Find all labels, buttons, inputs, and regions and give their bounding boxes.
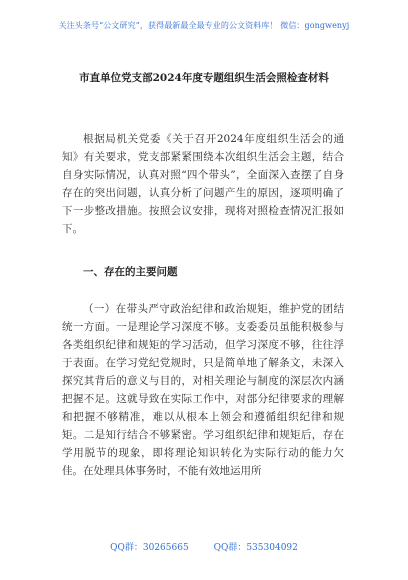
body-paragraph: （一）在带头严守政治纪律和政治规矩，维护党的团结统一方面。一是理论学习深度不够。支委委员虽能积极参与各类组织纪律和规矩的学习活动，但学习深度不够，往往浮于表面。在学习党纪党规时，只是简单地了解条文，未深入探究其背后的意义与目的，对相关理论与制度的深层次内涵把握不足。这就导致在实际工作中，对部分纪律要求的理解和把握不够精准，难以从根本上领会和遵循组织纪律和规矩。二是知行结合不够紧密。学习组织纪律和规矩后，存在学用脱节的现象，即将理论知识转化为实际行动的能力欠佳。在处理具体事务时，不能有效地运用所 bbox=[62, 303, 344, 477]
header-promo-note: 关注头条号“公文研究”，获得最新最全最专业的公文资料库！ 微信：gongwenyj bbox=[58, 21, 350, 30]
intro-paragraph: 根据局机关党委《关于召开2024年度组织生活会的通知》有关要求，党支部紧紧围绕本次组织生活会主题，结合自身实际情况，认真对照“四个带头”，全面深入查摆了自身存在的突出问题，认真分析了问题产生的原因，逐项明确了下一步整改措施。按照会议安排，现将对照检查情况汇报如下。 bbox=[62, 133, 344, 235]
section-heading: 一、存在的主要问题 bbox=[83, 266, 178, 278]
document-title: 市直单位党支部2024年度专题组织生活会照检查材料 bbox=[79, 72, 329, 84]
footer-qq-group-2: QQ群：535304092 bbox=[213, 543, 298, 553]
footer-contact bbox=[0, 540, 408, 553]
footer-qq-group-1: QQ群：30265665 bbox=[110, 543, 189, 553]
